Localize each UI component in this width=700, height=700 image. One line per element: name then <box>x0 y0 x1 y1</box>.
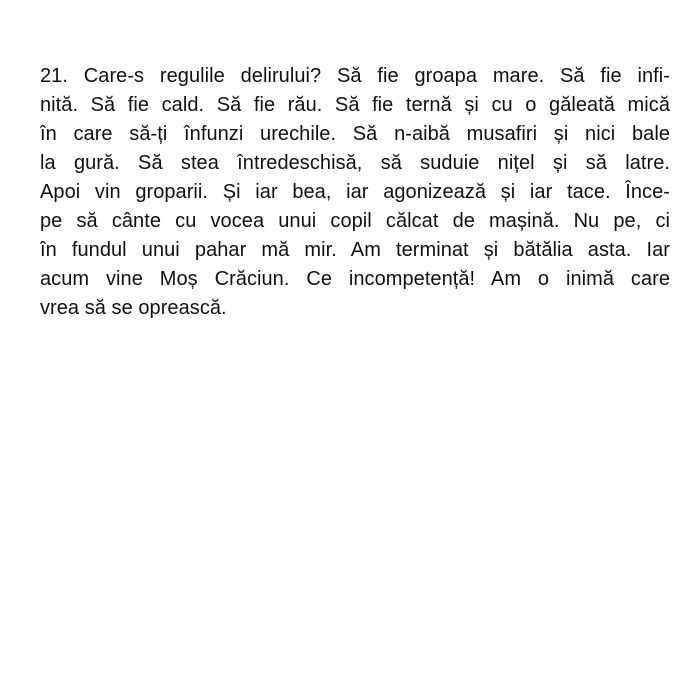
paragraph-line: Apoi vin groparii. Și iar bea, iar agonizează și iar tace. Înce- <box>40 181 670 203</box>
paragraph-line: pe să cânte cu vocea unui copil călcat de mașină. Nu pe, ci <box>40 210 670 232</box>
paragraph-line: la gură. Să stea întredeschisă, să suduie nițel și să latre. <box>40 152 670 174</box>
paragraph-line-last: vrea să se oprească. <box>40 297 227 319</box>
paragraph-line: în care să-ți înfunzi urechile. Să n-aibă musafiri și nici bale <box>40 123 670 145</box>
paragraph-line: 21. Care-s regulile delirului? Să fie groapa mare. Să fie infi- <box>40 65 670 87</box>
paragraph-line: nită. Să fie cald. Să fie rău. Să fie ternă și cu o găleată mică <box>40 94 670 116</box>
paragraph-line: acum vine Moș Crăciun. Ce incompetență! Am o inimă care <box>40 268 670 290</box>
paragraph-line: în fundul unui pahar mă mir. Am terminat și bătălia asta. Iar <box>40 239 670 261</box>
paragraph-21 <box>40 62 670 323</box>
